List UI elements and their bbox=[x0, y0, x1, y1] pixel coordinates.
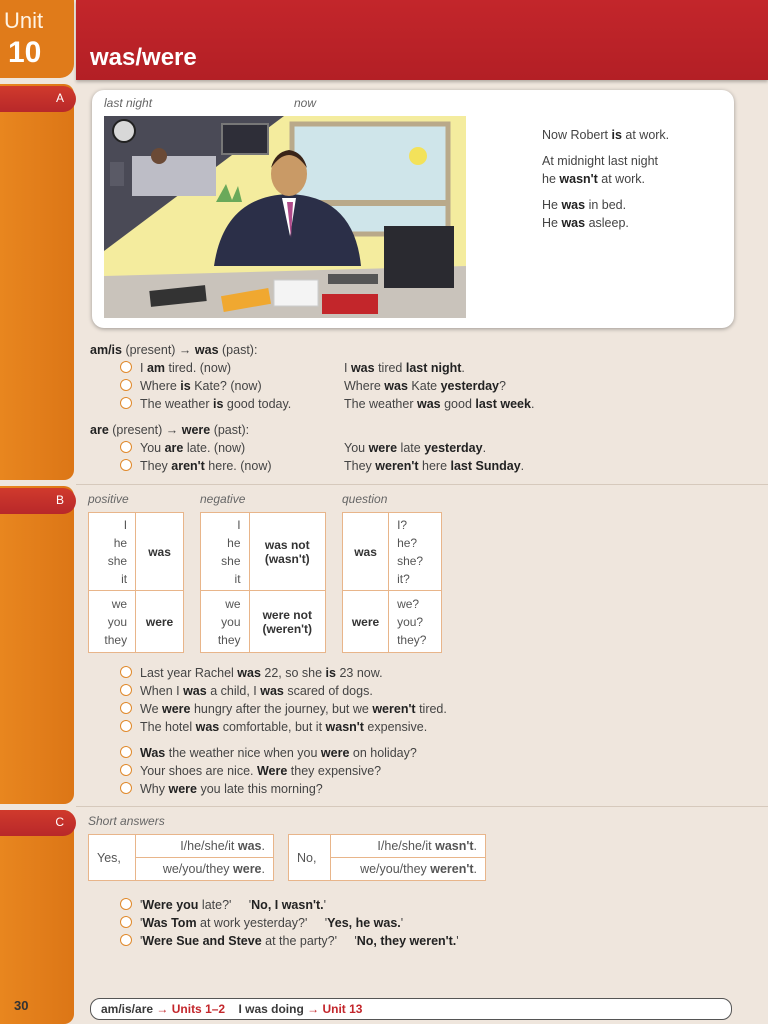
papers bbox=[274, 280, 318, 306]
computer-monitor bbox=[384, 226, 454, 288]
section-tab-b: B bbox=[0, 488, 76, 514]
short-answers-no-table bbox=[288, 834, 486, 881]
label-last-night: last night bbox=[104, 96, 153, 110]
label-positive: positive bbox=[88, 492, 129, 506]
verb-cell: were bbox=[136, 591, 184, 653]
bullet-icon bbox=[120, 361, 132, 373]
bullet-icon bbox=[120, 720, 132, 732]
label-question: question bbox=[342, 492, 388, 506]
bullet-icon bbox=[120, 934, 132, 946]
page-title: was/were bbox=[90, 44, 197, 71]
robert-illustration bbox=[104, 116, 466, 318]
label-negative: negative bbox=[200, 492, 246, 506]
amis-row-left: I am tired. (now) bbox=[120, 359, 231, 377]
lamp bbox=[110, 162, 124, 186]
verb-cell: was not (wasn't) bbox=[249, 513, 325, 591]
label-now: now bbox=[294, 96, 317, 110]
amis-row-right: I was tired last night. bbox=[344, 361, 465, 375]
amis-row-right: Where was Kate yesterday? bbox=[344, 379, 506, 393]
b-question-example: Was the weather nice when you were on holiday? bbox=[120, 744, 417, 762]
c-example: 'Was Tom at work yesterday?' 'Yes, he was.' bbox=[120, 914, 403, 932]
keyboard bbox=[328, 274, 378, 284]
negative-table bbox=[200, 512, 326, 653]
clock-icon bbox=[113, 120, 135, 142]
c-example: 'Were you late?' 'No, I wasn't.' bbox=[120, 896, 326, 914]
section-tab-c: C bbox=[0, 810, 76, 836]
sleeping-head bbox=[151, 148, 167, 164]
sidebar-strip-c bbox=[0, 810, 74, 1024]
amis-row-right: The weather was good last week. bbox=[344, 397, 535, 411]
night-window bbox=[222, 124, 268, 154]
verb-cell: was bbox=[343, 513, 389, 591]
section-divider bbox=[76, 806, 768, 807]
bullet-icon bbox=[120, 702, 132, 714]
unit-label: Unit bbox=[4, 8, 44, 33]
c-example: 'Were Sue and Steve at the party?' 'No, they weren't.' bbox=[120, 932, 459, 950]
bed bbox=[132, 156, 216, 196]
are-row-left: You are late. (now) bbox=[120, 439, 245, 457]
bullet-icon bbox=[120, 746, 132, 758]
cross-reference-bar bbox=[90, 998, 732, 1020]
pronoun-cell: I he she it bbox=[89, 513, 136, 591]
b-example: When I was a child, I was scared of dogs. bbox=[120, 682, 373, 700]
bullet-icon bbox=[120, 898, 132, 910]
page-number: 30 bbox=[14, 998, 29, 1013]
yes-cell: Yes, bbox=[89, 835, 136, 881]
amis-row-left: The weather is good today. bbox=[120, 395, 291, 413]
robert-line-3b: He was asleep. bbox=[542, 216, 629, 230]
section-divider bbox=[76, 484, 768, 485]
no-row: we/you/they weren't. bbox=[331, 858, 486, 881]
footer-link-units-1-2[interactable]: Units 1–2 bbox=[171, 1002, 226, 1016]
are-row-left: They aren't here. (now) bbox=[120, 457, 272, 475]
bullet-icon bbox=[120, 782, 132, 794]
bullet-icon bbox=[120, 441, 132, 453]
yes-row: I/he/she/it was. bbox=[136, 835, 274, 858]
robert-line-1: Now Robert is at work. bbox=[542, 128, 670, 142]
amis-row-left: Where is Kate? (now) bbox=[120, 377, 262, 395]
arrow-icon: → bbox=[156, 1002, 169, 1016]
are-row-right: They weren't here last Sunday. bbox=[344, 459, 525, 473]
verb-cell: were bbox=[343, 591, 389, 653]
robert-line-2b: he wasn't at work. bbox=[542, 172, 646, 186]
verb-cell: was bbox=[136, 513, 184, 591]
amis-heading: am/is (present) → was (past): bbox=[90, 343, 258, 357]
pronoun-cell: I he she it bbox=[201, 513, 250, 591]
footer-ref: I was doing bbox=[238, 1002, 304, 1016]
are-heading: are (present) → were (past): bbox=[90, 423, 250, 437]
book bbox=[322, 294, 378, 314]
b-example: We were hungry after the journey, but we weren't tired. bbox=[120, 700, 447, 718]
pronoun-cell: we you they bbox=[89, 591, 136, 653]
are-row-right: You were late yesterday. bbox=[344, 441, 487, 455]
pronoun-cell: we you they bbox=[201, 591, 250, 653]
unit-number: 10 bbox=[8, 36, 42, 69]
bullet-icon bbox=[120, 764, 132, 776]
sun bbox=[409, 147, 427, 165]
pronoun-cell: we? you? they? bbox=[389, 591, 442, 653]
arrow-icon: → bbox=[307, 1002, 320, 1016]
short-answers-yes-table bbox=[88, 834, 274, 881]
positive-table bbox=[88, 512, 184, 653]
b-example: Last year Rachel was 22, so she is 23 now. bbox=[120, 664, 383, 682]
short-answers-heading: Short answers bbox=[88, 814, 165, 828]
verb-cell: were not (weren't) bbox=[249, 591, 325, 653]
bullet-icon bbox=[120, 379, 132, 391]
question-table bbox=[342, 512, 442, 653]
b-question-example: Why were you late this morning? bbox=[120, 780, 323, 798]
bullet-icon bbox=[120, 459, 132, 471]
bullet-icon bbox=[120, 397, 132, 409]
sidebar-strip-a bbox=[0, 84, 74, 480]
bullet-icon bbox=[120, 684, 132, 696]
pronoun-cell: I? he? she? it? bbox=[389, 513, 442, 591]
section-tab-a: A bbox=[0, 86, 76, 112]
no-row: I/he/she/it wasn't. bbox=[331, 835, 486, 858]
sidebar-strip-b bbox=[0, 486, 74, 804]
robert-line-3a: He was in bed. bbox=[542, 198, 627, 212]
bullet-icon bbox=[120, 916, 132, 928]
b-example: The hotel was comfortable, but it wasn't expensive. bbox=[120, 718, 427, 736]
no-cell: No, bbox=[289, 835, 331, 881]
yes-row: we/you/they were. bbox=[136, 858, 274, 881]
footer-ref: am/is/are bbox=[101, 1002, 154, 1016]
bullet-icon bbox=[120, 666, 132, 678]
footer-link-unit-13[interactable]: Unit 13 bbox=[322, 1002, 363, 1016]
robert-line-2a: At midnight last night bbox=[542, 154, 659, 168]
b-question-example: Your shoes are nice. Were they expensive? bbox=[120, 762, 381, 780]
